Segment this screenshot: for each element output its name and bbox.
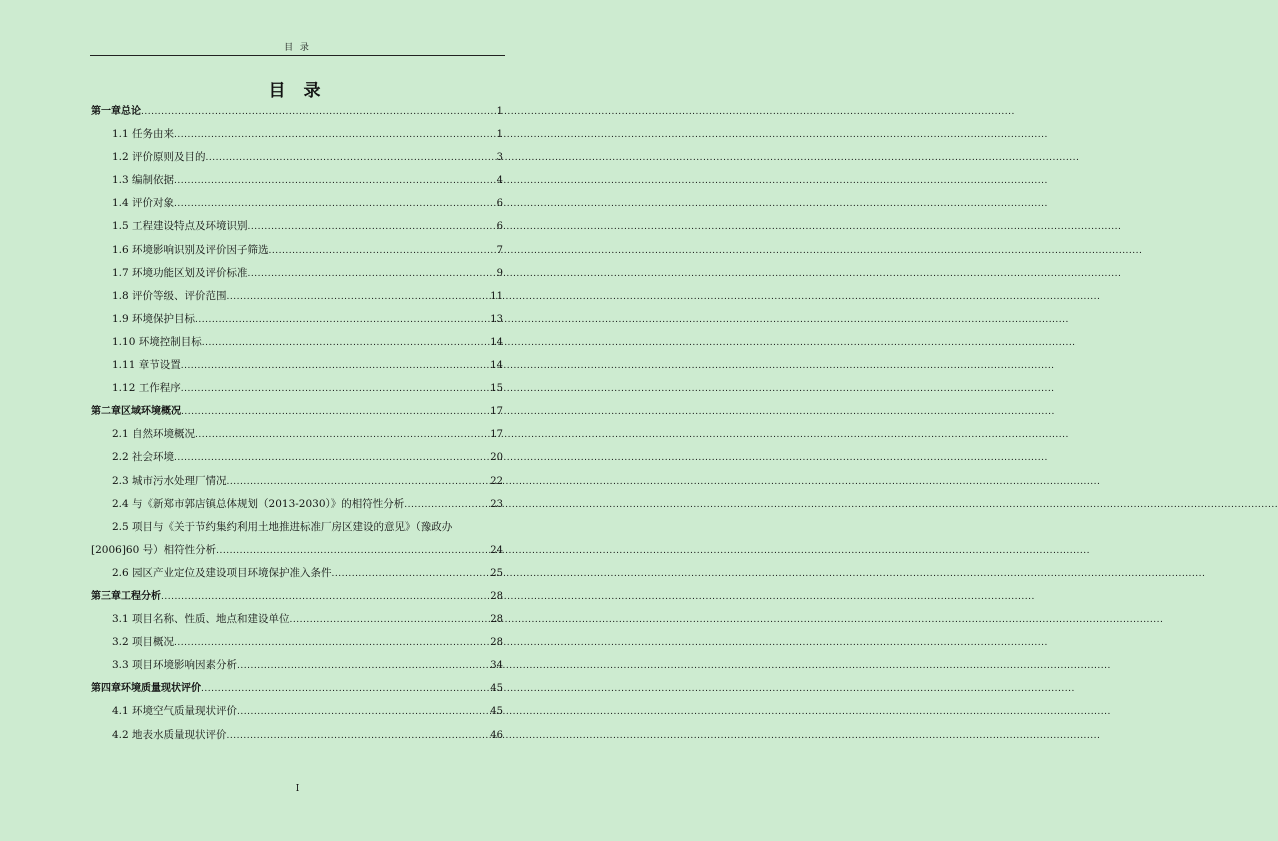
toc-chapter-entry[interactable] [91,585,503,608]
toc-entry-title: 1.1 任务由来 [112,128,175,141]
dot-leader [290,609,490,632]
dot-leader [174,193,496,216]
dot-leader [227,471,490,494]
toc-page-number: 3 [496,152,503,164]
toc-section-entry[interactable] [91,470,503,493]
toc-chapter-entry[interactable] [91,400,503,423]
dot-leader [141,101,496,124]
table-of-contents [91,100,503,747]
toc-entry-title: 1.3 编制依据 [112,174,175,187]
toc-page-number: 13 [490,313,503,325]
toc-section-entry[interactable] [91,215,503,238]
toc-page-number: 45 [490,706,503,718]
chapter-label: 第二章 [91,406,121,418]
toc-chapter-entry[interactable] [91,100,503,123]
toc-entry-title: 2.5 项目与《关于节约集约利用土地推进标准厂房区建设的意见》（豫政办 [112,520,453,533]
toc-entry-title: 1.2 评价原则及目的 [112,151,206,164]
toc-page-number: 22 [490,475,503,487]
toc-section-entry[interactable] [91,608,503,631]
dot-leader [174,124,496,147]
dot-leader [269,240,496,263]
toc-section-entry[interactable] [91,631,503,654]
toc-section-entry[interactable] [91,493,503,516]
toc-entry-title: 1.6 环境影响识别及评价因子筛选 [112,243,269,256]
toc-section-entry[interactable] [91,354,503,377]
toc-title: 目 录 [268,81,327,101]
toc-entry-title: 1.12 工作程序 [112,382,181,395]
dot-leader [332,563,490,586]
toc-entry-title: 总论 [121,106,141,117]
toc-entry-title: 1.9 环境保护目标 [112,312,196,325]
toc-entry-title: [2006]60 号）相符性分析 [91,543,217,556]
chapter-label: 第一章 [91,106,121,117]
toc-page-number: 24 [490,544,503,556]
dot-leader [195,424,489,447]
toc-page-number: 14 [490,336,503,348]
toc-entry-title: 1.8 评价等级、评价范围 [112,289,227,302]
dot-leader [248,216,496,239]
toc-entry-title: 2.4 与《新郑市郭店镇总体规划（2013-2030）》的相符性分析 [112,497,405,510]
toc-section-entry[interactable] [91,308,503,331]
toc-page-number: 17 [490,429,503,441]
dot-leader [174,632,489,655]
toc-page-number: 15 [490,383,503,395]
dot-leader [195,309,489,332]
dot-leader [181,378,490,401]
dot-leader [237,701,489,724]
document-page [0,0,595,841]
dot-leader [227,286,490,309]
toc-entry-title: 3.3 项目环境影响因素分析 [112,659,238,672]
dot-leader [248,263,496,286]
dot-leader [237,655,489,678]
toc-page-number: 9 [496,267,503,279]
toc-page-number: 34 [490,660,503,672]
toc-entry-title: 1.11 章节设置 [112,359,181,372]
toc-entry-title: 2.2 社会环境 [112,451,175,464]
toc-entry-title: 环境质量现状评价 [121,683,201,695]
dot-leader [404,494,489,517]
toc-page-number: 6 [496,198,503,210]
header-rule [90,55,505,56]
toc-page-number: 17 [490,406,503,418]
toc-section-entry[interactable] [91,262,503,285]
dot-leader [174,447,489,470]
toc-chapter-entry[interactable] [91,677,503,700]
dot-leader [227,725,490,748]
toc-page-number: 20 [490,452,503,464]
toc-page-number: 45 [490,683,503,695]
toc-entry-title: 1.5 工程建设特点及环境识别 [112,220,248,233]
toc-page-number: 25 [490,567,503,579]
toc-section-entry[interactable] [91,562,503,585]
toc-section-entry[interactable] [91,239,503,262]
toc-entry-title: 1.7 环境功能区划及评价标准 [112,266,248,279]
toc-section-entry[interactable] [91,516,503,539]
dot-leader [161,586,489,609]
toc-page-number: 4 [496,175,503,187]
toc-page-number: 1 [496,106,503,117]
toc-page-number: 6 [496,221,503,233]
toc-entry-title: 3.2 项目概况 [112,636,175,649]
toc-section-entry[interactable] [91,331,503,354]
toc-section-entry[interactable] [91,423,503,446]
page-number: I [295,784,300,794]
toc-section-entry[interactable] [91,192,503,215]
toc-entry-title: 2.1 自然环境概况 [112,428,196,441]
toc-page-number: 14 [490,360,503,372]
toc-entry-title: 区域环境概况 [121,406,181,418]
toc-page-number: 7 [496,244,503,256]
toc-page-number: 23 [490,498,503,510]
toc-section-entry[interactable] [91,654,503,677]
dot-leader [174,170,496,193]
toc-page-number: 28 [490,590,503,602]
toc-entry-title: 4.1 环境空气质量现状评价 [112,705,238,718]
toc-section-entry[interactable] [91,285,503,308]
toc-section-entry[interactable] [91,724,503,747]
dot-leader [181,401,489,424]
toc-section-entry[interactable] [91,539,503,562]
dot-leader [206,147,496,170]
toc-entry-title: 3.1 项目名称、性质、地点和建设单位 [112,613,290,626]
toc-entry-title: 2.3 城市污水处理厂情况 [112,474,227,487]
toc-page-number: 1 [496,129,503,141]
toc-entry-title: 工程分析 [121,590,161,602]
toc-section-entry[interactable] [91,146,503,169]
toc-entry-title: 1.10 环境控制目标 [112,335,202,348]
toc-page-number: 28 [490,637,503,649]
chapter-label: 第三章 [91,590,121,602]
toc-entry-title: 4.2 地表水质量现状评价 [112,728,227,741]
dot-leader [181,355,490,378]
toc-entry-title: 1.4 评价对象 [112,197,175,210]
toc-section-entry[interactable] [91,169,503,192]
dot-leader [202,332,490,355]
dot-leader [216,540,489,563]
toc-entry-title: 2.6 园区产业定位及建设项目环境保护准入条件 [112,566,332,579]
toc-section-entry[interactable] [91,446,503,469]
chapter-label: 第四章 [91,683,121,695]
toc-section-entry[interactable] [91,377,503,400]
toc-section-entry[interactable] [91,700,503,723]
toc-section-entry[interactable] [91,123,503,146]
dot-leader [201,678,489,701]
running-header: 目 录 [284,43,311,53]
toc-page-number: 28 [490,614,503,626]
toc-page-number: 46 [490,729,503,741]
toc-page-number: 11 [490,290,503,302]
